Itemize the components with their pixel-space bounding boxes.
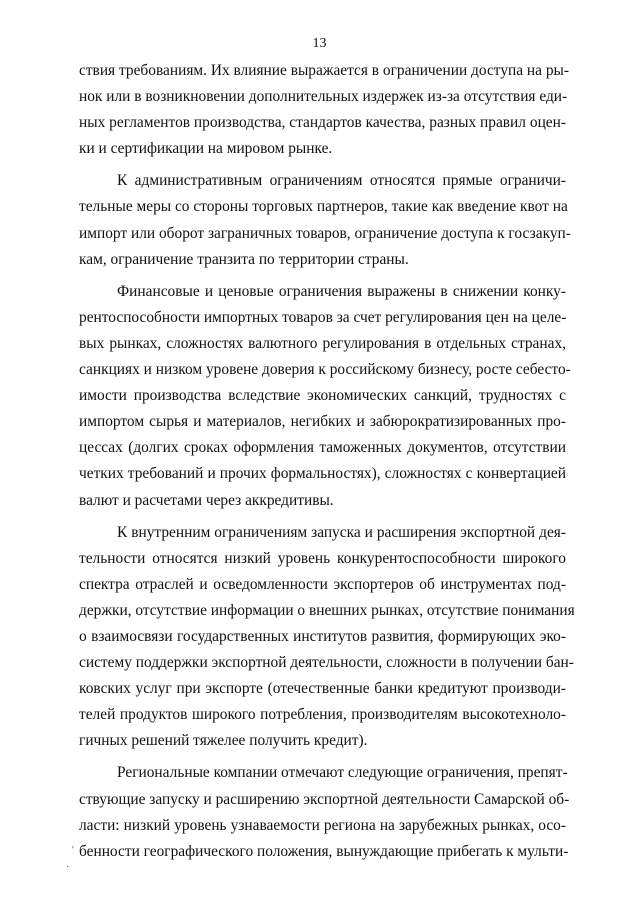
text-line: Финансовые и ценовые ограничения выражены в снижении конку-: [117, 282, 566, 300]
text-line: кам, ограничение транзита по территории страны.: [79, 250, 409, 268]
body-text: [79, 58, 575, 865]
text-line: тельности относятся низкий уровень конкурентоспособности широкого: [79, 549, 566, 567]
text-line: держки, отсутствие информации о внешних рынках, отсутствие понимания: [79, 601, 575, 619]
text-line: ствия требованиям. Их влияние выражается в ограничении доступа на ры-: [79, 62, 570, 79]
text-line: санкциях и низком уровене доверия к российскому бизнесу, росте себесто-: [79, 361, 571, 379]
paragraph: [79, 58, 570, 162]
text-line: нок или в возникновении дополнительных издержек из-за отсутствия еди-: [79, 88, 568, 106]
text-line: телей продуктов широкого потребления, производителям высокотехноло-: [79, 706, 566, 724]
text-line: спектра отраслей и осведомленности экспортеров об инструментах под-: [79, 575, 566, 593]
text-line: рентоспособности импортных товаров за счет регулирования цен на целе-: [79, 308, 567, 326]
text-line: о взаимосвязи государственных институтов развития, формирующих эко-: [79, 627, 566, 645]
text-line: систему поддержки экспортной деятельности, сложности в получении бан-: [79, 654, 574, 672]
scan-speck: ·: [66, 862, 70, 873]
text-line: четких требований и прочих формальностях), сложностях с конвертацией: [79, 465, 566, 483]
text-line: ки и сертификации на мировом рынке.: [79, 140, 333, 158]
text-line: имости производства вследствие экономических санкций, трудностях с: [79, 387, 566, 405]
text-line: валют и расчетами через аккредитивы.: [79, 491, 334, 509]
text-line: импорт или оборот заграничных товаров, ограничение доступа к госзакуп-: [79, 224, 571, 242]
text-line: ствующие запуску и расширению экспортной деятельности Самарской об-: [79, 790, 570, 808]
page-number: 13: [312, 36, 327, 51]
text-line: импортом сырья и материалов, негибких и забюрократизированных про-: [79, 413, 566, 431]
text-line: ковских услуг при экспорте (отечественные банки кредитуют производи-: [79, 680, 566, 698]
text-line: гичных решений тяжелее получить кредит).: [79, 732, 368, 750]
paragraph: [79, 760, 570, 864]
text-line: К административным ограничениям относятся прямые ограничи-: [117, 172, 566, 190]
text-line: Региональные компании отмечают следующие ограничения, препят-: [117, 764, 568, 782]
paragraph: [79, 279, 571, 514]
text-line: тельные меры со стороны торговых партнеров, такие как введение квот на: [79, 198, 568, 216]
text-line: бенности географического положения, вынуждающие прибегать к мульти-: [79, 842, 569, 860]
text-line: вых рынках, сложностях валютного регулирования в отдельных странах,: [79, 334, 566, 352]
text-line: ных регламентов производства, стандартов качества, разных правил оцен-: [79, 114, 566, 132]
paragraph: [79, 520, 575, 755]
text-line: ласти: низкий уровень узнаваемости региона на зарубежных рынках, осо-: [79, 816, 566, 834]
scan-speck: ': [72, 845, 74, 856]
text-line: К внутренним ограничениям запуска и расширения экспортной дея-: [117, 523, 566, 541]
paragraph: [79, 168, 571, 272]
text-line: цессах (долгих сроках оформления таможенных документов, отсутствии: [79, 439, 566, 457]
